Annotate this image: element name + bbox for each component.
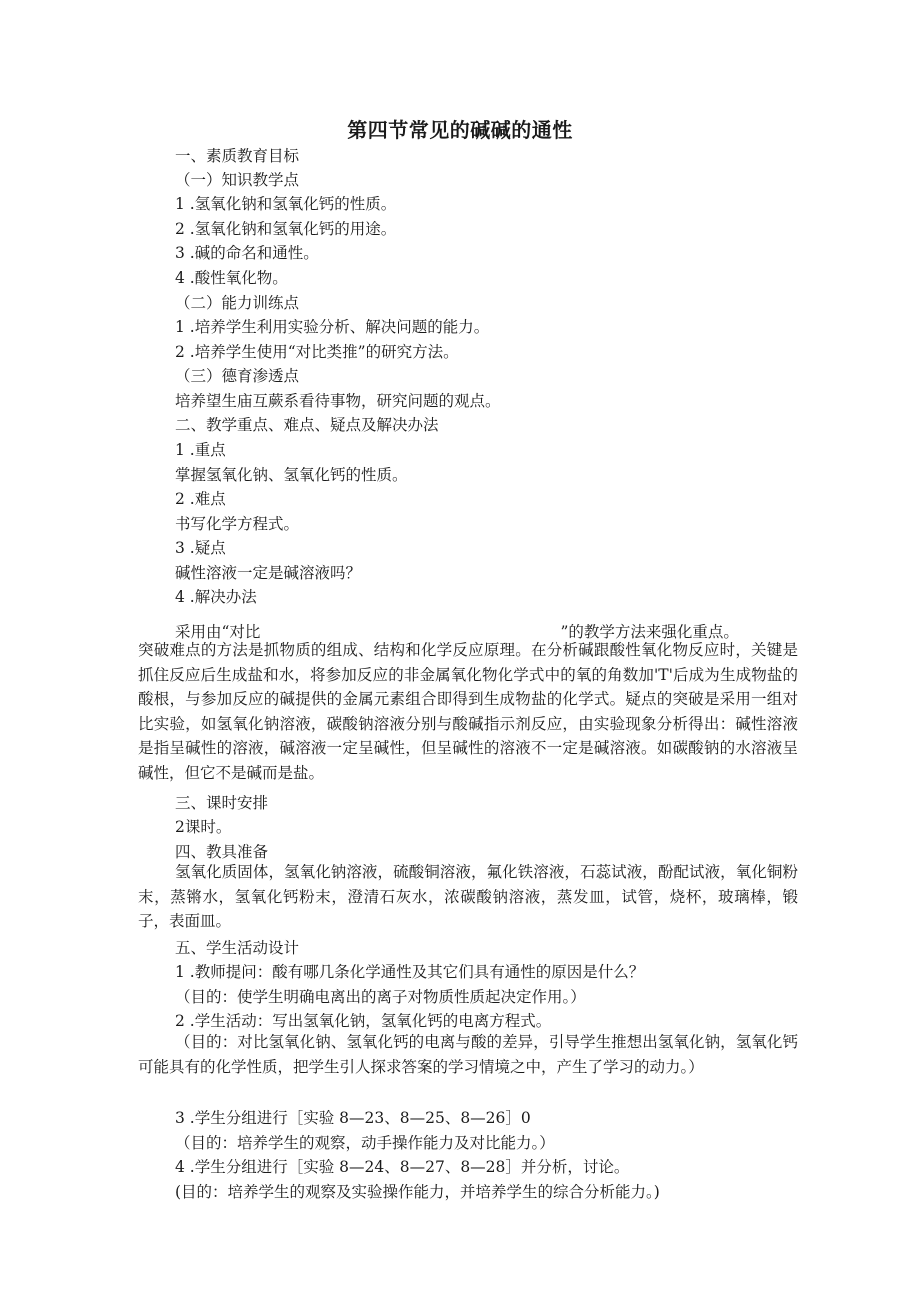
text-fragment: 采用由“对比: [175, 623, 261, 641]
paragraph: （目的：使学生明确电离出的离子对物质性质起决定作用。）: [175, 988, 586, 1006]
list-item: 1 .培养学生利用实验分析、解决问题的能力。: [175, 318, 490, 336]
paragraph: 书写化学方程式。: [175, 515, 300, 533]
subheading-ability: （二）能力训练点: [175, 294, 300, 312]
subheading-knowledge: （一）知识教学点: [175, 171, 300, 189]
section-heading-goals: 一、素质教育目标: [175, 147, 300, 165]
list-item: 3 .学生分组进行［实验 8—23、8—25、8—26］0: [175, 1109, 531, 1127]
text-fragment: ”的教学方法来强化重点。: [560, 623, 739, 641]
section-heading-schedule: 三、课时安排: [175, 794, 269, 812]
list-item: 4 .学生分组进行［实验 8—24、8—27、8—28］并分析，讨论。: [175, 1158, 630, 1176]
list-item: 2 .学生活动：写出氢氧化钠，氢氧化钙的电离方程式。: [175, 1012, 552, 1030]
list-item: 2 .难点: [175, 490, 226, 508]
paragraph: 培养望生庙互蕨系看待事物，研究问题的观点。: [175, 392, 501, 410]
paragraph: 掌握氢氧化钠、氢氧化钙的性质。: [175, 466, 408, 484]
paragraph: (目的：培养学生的观察及实验操作能力，并培养学生的综合分析能力。): [175, 1183, 660, 1201]
paragraph: 碱性溶液一定是碱溶液吗？: [175, 564, 362, 582]
paragraph: 突破难点的方法是抓物质的组成、结构和化学反应原理。在分析碱跟酸性氧化物反应时，关键是抓住反应后生成盐和水，将参加反应的非金属氧化物化学式中的氧的角数加'T'后成为生成物盐的酸根，与参加反应的碱提供的金属元素组合即得到生成物盐的化学式。疑点的突破是采用一组对比实验，如氢氧化钠溶液，碳酸钠溶液分别与酸碱指示剂反应，由实验现象分析得出：碱性溶液是指呈碱性的溶液，碱溶液一定呈碱性，但呈碱性的溶液不一定是碱溶液。如碳酸钠的水溶液呈碱性，但它不是碱而是盐。: [138, 641, 798, 782]
list-item: 1 .重点: [175, 441, 226, 459]
section-heading-activities: 五、学生活动设计: [175, 939, 300, 957]
paragraph: （目的：对比氢氧化钠、氢氧化钙的电离与酸的差异，引导学生推想出氢氧化钠，氢氧化钙可能具有的化学性质，把学生引人探求答案的学习情境之中，产生了学习的动力。）: [138, 1033, 798, 1076]
section-heading-key-points: 二、教学重点、难点、疑点及解决办法: [175, 416, 439, 434]
list-item: 1 .氢氧化钠和氢氧化钙的性质。: [175, 195, 397, 213]
section-heading-materials: 四、教具准备: [175, 843, 269, 861]
list-item: 4 .解决办法: [175, 588, 257, 606]
paragraph: 氢氧化质固体，氢氧化钠溶液，硫酸铜溶液，氟化铁溶液，石蕊试液，酚配试液，氧化铜粉末，蒸锵水，氢氧化钙粉末，澄清石灰水，浓碳酸钠溶液，蒸发皿，试管，烧杯，玻璃棒，锻子，表面皿。: [138, 863, 798, 930]
paragraph: 2课时。: [175, 818, 232, 836]
paragraph: （目的：培养学生的观察，动手操作能力及对比能力。）: [175, 1134, 555, 1152]
subheading-moral: （三）德育渗透点: [175, 367, 300, 385]
list-item: 3 .碱的命名和通性。: [175, 244, 319, 262]
list-item: 3 .疑点: [175, 539, 226, 557]
list-item: 1 .教师提问：酸有哪几条化学通性及其它们具有通性的原因是什么？: [175, 963, 645, 981]
list-item: 2 .氢氧化钠和氢氧化钙的用途。: [175, 220, 397, 238]
list-item: 4 .酸性氧化物。: [175, 269, 288, 287]
list-item: 2 .培养学生使用“对比类推”的研究方法。: [175, 343, 459, 361]
page-title: 第四节常见的碱碱的通性: [347, 118, 573, 142]
